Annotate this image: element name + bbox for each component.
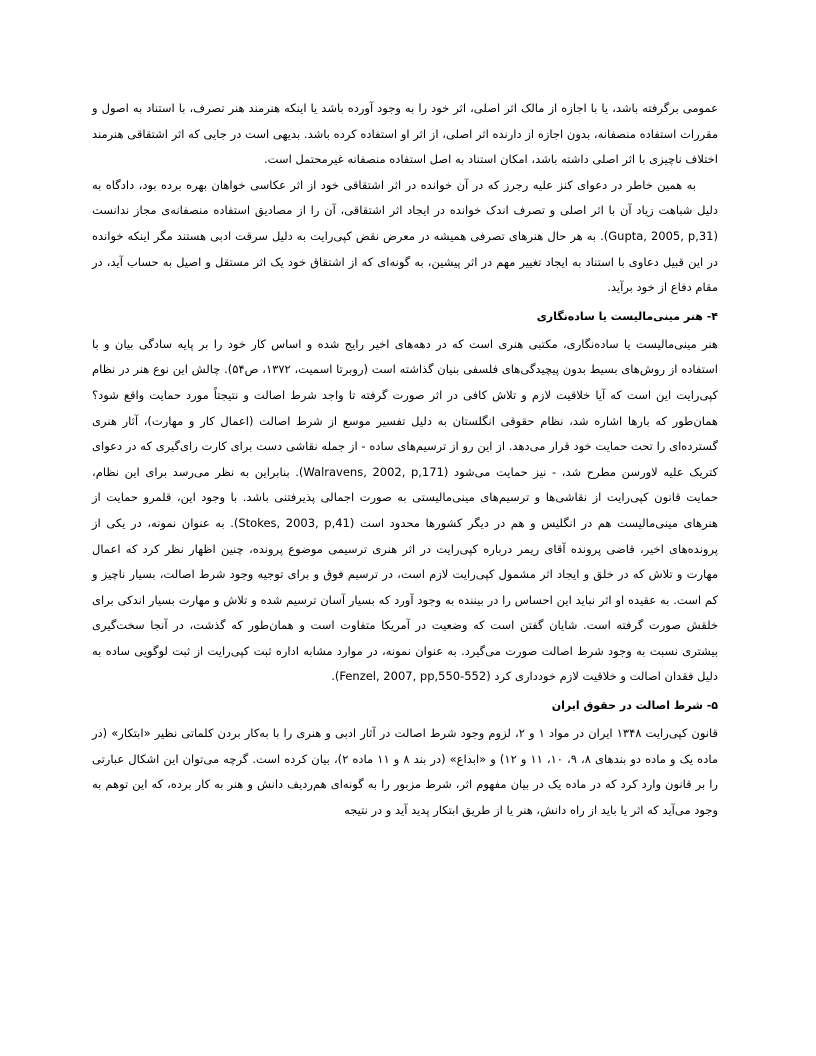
paragraph-1: عمومی برگرفته باشد، یا با اجازه از مالک اثر اصلی، اثر خود را به وجود آورده باشد یا اینکه هنرمند هنر تصرف، با استناد به اصول و مقررات استفاده منصفانه، بدون اجازه از دارنده اثر اصلی، از اثر او استفاده کرده باشد. بدیهی است در جایی که اثر اشتقاقی هنرمند اختلاف ناچیزی با اثر اصلی داشته باشد، امکان استناد به اصل استفاده منصفانه غیرمحتمل است. — [92, 101, 718, 167]
section-4-paragraph: هنر مینی‌مالیست یا ساده‌نگاری، مکتبی هنری است که در دهه‌های اخیر رایج شده و اساس کار خود را بر پایه سادگی بیان و با استفاده از روش‌های بسیط بدون پیچیدگی‌های فلسفی بنیان گذاشته است (روبرتا اسمیت، ۱۳۷۲، ص۵۴). چالش این نوع هنر در نظام کپی‌رایت این است که آیا خلاقیت لازم و تلاش کافی در اثر صورت گرفته تا واجد شرط اصالت و نتیجتاً مورد حمایت واقع شود؟ همان‌طور که بارها اشاره شد، نظام حقوقی انگلستان به دلیل تفسیر موسع از شرط اصالت (اعمال کار و مهارت)، آثار هنری گسترده‌ای را تحت حمایت خود قرار می‌دهد. از این رو از ترسیم‌های ساده - از جمله نقاشی دست برای کارت رای‌گیری که در دعوای کتریک علیه لاورسن مطرح شد، - نیز حمایت می‌شود (Walravens, 2002, p,171). بنابراین به نظر می‌رسد برای این نظام، حمایت قانون کپی‌رایت از نقاشی‌ها و ترسیم‌های مینی‌مالیستی به صورت اجمالی پذیرفتنی باشد. با وجود این، قلمرو حمایت از هنرهای مینی‌مالیست هم در انگلیس و هم در دیگر کشورها محدود است (Stokes, 2003, p,41). به عنوان نمونه، در یکی از پرونده‌های اخیر، قاضی پرونده آقای ریمر درباره کپی‌رایت در اثر هنری ترسیمی موضوع پرونده، چنین اظهار نظر کرد که اعمال مهارت و تلاش که در خلق و ایجاد اثر مشمول کپی‌رایت لازم است، در ترسیم فوق و برای توجیه وجود شرط اصالت، بسیار ناچیز و کم است. به عقیده او اثر نباید این احساس را در بیننده به وجود آورد که بسیار آسان ترسیم شده و تلاش و مهارت بسیار اندکی برای خلقش صورت گرفته است. شایان گفتن است که وضعیت در آمریکا متفاوت است و همان‌طور که گذشت، در آنجا سخت‌گیری بیشتری نسبت به وجود شرط اصالت صورت می‌گیرد. به عنوان نمونه، در موارد مشابه اداره ثبت کپی‌رایت از ثبت لوگویی ساده به دلیل فقدان اصالت و خلاقیت لازم خودداری کرد (Fenzel, 2007, pp,550-552). — [92, 336, 719, 684]
page-body — [92, 96, 718, 823]
section-5-heading: ۵- شرط اصالت در حقوق ایران — [551, 699, 718, 713]
section-5-paragraph: قانون کپی‌رایت ۱۳۴۸ ایران در مواد ۱ و ۲، لزوم وجود شرط اصالت در آثار ادبی و هنری را با به‌کار بردن کلماتی نظیر «ابتکار» (در ماده یک و ماده دو بندهای ۸، ۹، ۱۰، ۱۱ و ۱۲) و «ابداع» (در بند ۸ و ۱۱ ماده ۲)، بیان کرده است. گرچه می‌توان این اشکال عبارتی را بر قانون وارد کرد که در ماده یک در بیان مفهوم اثر، شرط مزبور را به گونه‌ای هم‌ردیف دانش و هنر به کار برده، که این توهم به وجود می‌آید که اثر یا باید از راه دانش، هنر یا از طریق ابتکار پدید آید و در نتیجه — [92, 726, 718, 817]
section-4-heading: ۴- هنر مینی‌مالیست یا ساده‌نگاری — [536, 309, 718, 323]
paragraph-2: به همین خاطر در دعوای کنز علیه رجرز که در آن خوانده در اثر اشتقاقی خود از اثر عکاسی خواهان بهره برده بود، دادگاه به دلیل شباهت زیاد آن با اثر اصلی و تصرف اندک خوانده در ایجاد اثر اشتقاقی، آن را از مصادیق استفاده منصفانه‌ی مجاز ندانست (Gupta, 2005, p,31). به هر حال هنرهای تصرفی همیشه در معرض نقض کپی‌رایت به دلیل سرقت ادبی هستند مگر اینکه خوانده در این قبیل دعاوی با استناد به ایجاد تغییر مهم در اثر پیشین، به گونه‌ای که از اشتقاق خود یک اثر مستقل و اصیل به حساب آید، در مقام دفاع از خود برآید. — [92, 177, 718, 295]
